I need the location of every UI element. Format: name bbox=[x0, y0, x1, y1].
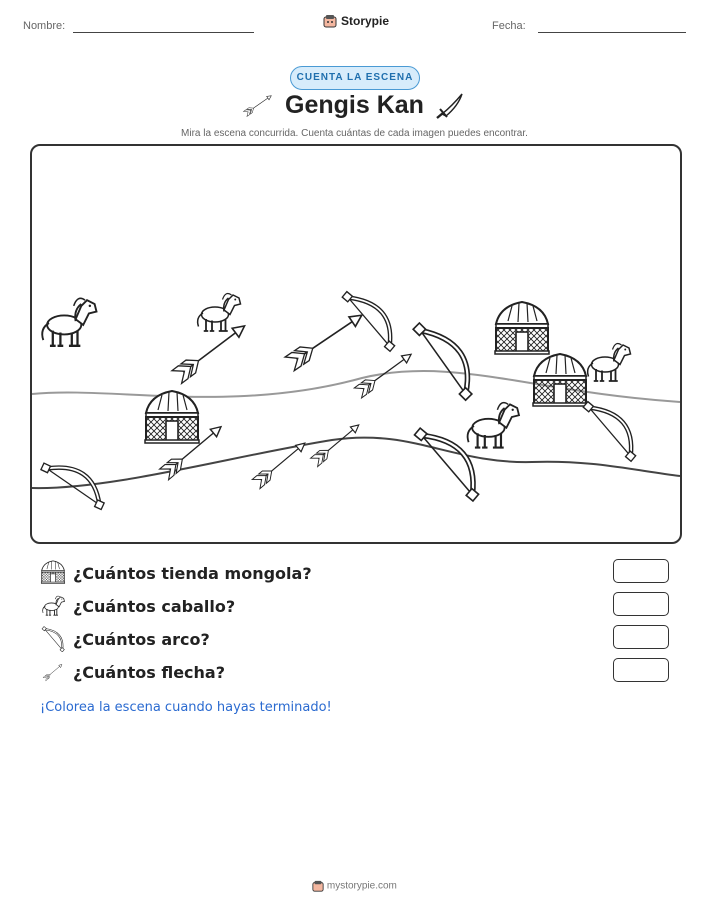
footer bbox=[0, 880, 709, 892]
question-yurt: ¿Cuántos tienda mongola? bbox=[73, 564, 312, 583]
arrow-6 bbox=[311, 421, 363, 467]
answer-box-arrow[interactable] bbox=[613, 658, 669, 682]
question-horse: ¿Cuántos caballo? bbox=[73, 597, 236, 616]
scene-panel bbox=[30, 144, 682, 544]
yurt-icon bbox=[40, 560, 66, 586]
brand-logo bbox=[323, 14, 389, 28]
yurt-2 bbox=[533, 354, 587, 406]
date-field[interactable] bbox=[538, 32, 686, 33]
question-bow: ¿Cuántos arco? bbox=[73, 630, 210, 649]
coloring-instruction: ¡Colorea la escena cuando hayas terminado! bbox=[40, 700, 332, 715]
activity-badge: CUENTA LA ESCENA bbox=[290, 66, 420, 90]
answer-box-horse[interactable] bbox=[613, 592, 669, 616]
date-label: Fecha: bbox=[492, 20, 526, 32]
horse-3 bbox=[588, 344, 631, 382]
arrow-1 bbox=[172, 320, 249, 384]
yurt-1 bbox=[495, 302, 549, 354]
arrow-2 bbox=[285, 308, 366, 370]
bow-icon bbox=[40, 626, 66, 652]
storypie-logo-icon bbox=[312, 880, 324, 892]
bow-3 bbox=[583, 402, 635, 462]
horse-2 bbox=[198, 294, 241, 332]
bow-4 bbox=[415, 428, 479, 501]
brand-name: Storypie bbox=[341, 14, 390, 28]
page-instructions: Mira la escena concurrida. Cuenta cuántas de cada imagen puedes encontrar. bbox=[181, 128, 528, 139]
yurt-3 bbox=[145, 391, 199, 443]
answer-box-bow[interactable] bbox=[613, 625, 669, 649]
footer-url[interactable]: mystorypie.com bbox=[326, 880, 397, 892]
near-hill-line bbox=[32, 438, 680, 489]
bow-5 bbox=[40, 451, 106, 522]
arrow-icon bbox=[40, 659, 66, 685]
name-field[interactable] bbox=[73, 32, 254, 33]
storypie-logo-icon bbox=[323, 14, 337, 28]
answer-box-yurt[interactable] bbox=[613, 559, 669, 583]
name-label: Nombre: bbox=[23, 20, 66, 32]
sword-icon bbox=[434, 90, 468, 120]
page-title: Gengis Kan bbox=[285, 91, 424, 119]
horse-1 bbox=[42, 298, 96, 346]
scene-illustration[interactable] bbox=[32, 146, 680, 542]
question-arrow: ¿Cuántos flecha? bbox=[73, 663, 225, 682]
arrow-5 bbox=[252, 439, 308, 489]
arrow-3 bbox=[354, 349, 414, 398]
horse-icon bbox=[40, 593, 66, 619]
horse-4 bbox=[468, 403, 519, 448]
bow-1 bbox=[342, 292, 394, 352]
bow-2 bbox=[407, 322, 477, 400]
